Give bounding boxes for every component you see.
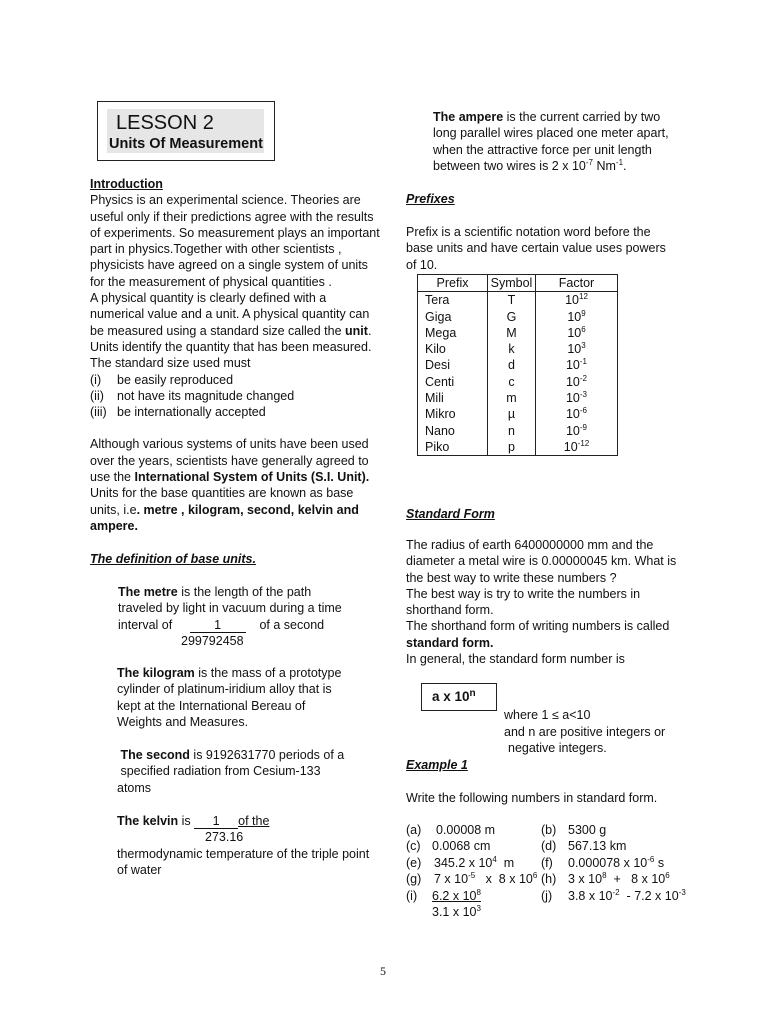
requirement-number: (i) <box>90 372 102 387</box>
formula-condition-2: and n are positive integers or <box>504 725 666 739</box>
factor-cell: $10^{-9}$ <box>565 422 588 438</box>
column-header-symbol: Symbol <box>488 275 536 292</box>
exercise-i-numerator: 6.2 x $10^8$ <box>432 888 481 903</box>
column-header-prefix: Prefix <box>418 275 488 292</box>
formula-condition-3: negative integers. <box>508 741 607 755</box>
table-row <box>418 439 618 456</box>
intro-paragraph-2 <box>90 290 380 339</box>
kelvin-is: is <box>178 814 195 828</box>
symbol-cell: µ <box>488 406 536 422</box>
table-header-row <box>418 275 618 292</box>
lesson-box-inner <box>107 109 264 153</box>
requirement-text: be internationally accepted <box>117 405 266 420</box>
kelvin-term: The kelvin <box>117 814 179 828</box>
exercise-f-text: 0.000078 x $10^{-6}$ s <box>568 855 665 870</box>
metre-denominator: 299792458 <box>181 634 244 648</box>
lesson-title: LESSON 2 <box>116 112 214 134</box>
introduction-section <box>90 176 380 534</box>
exercise-c: (c) <box>406 839 421 853</box>
base-units-text: Units for the base quantities are known as base units, i.e <box>90 486 354 517</box>
ampere-text: is the current carried by two long parallel wires placed one meter apart, when the attractive force per unit length between two wires is 2 x 10 <box>433 110 669 173</box>
symbol-cell: n <box>488 423 536 439</box>
factor-cell: $10^{-1}$ <box>565 357 588 373</box>
metre-numerator: 1 <box>190 618 246 633</box>
lesson-box <box>97 101 275 161</box>
factor-cell: $10^9$ <box>567 308 586 324</box>
table-row <box>418 292 618 309</box>
kilogram-text: is the mass of a prototype cylinder of platinum-iridium alloy that is kept at the International Bereau of Weights and Measures. <box>117 666 342 729</box>
metre-line-2: traveled by light in vacuum during a time <box>118 601 342 616</box>
requirement-number: (ii) <box>90 388 104 403</box>
exercise-h-text: 3 x $10^8 + 8$ x $10^6$ <box>568 871 670 886</box>
intro-paragraph-3: Units identify the quantity that has been measured. <box>90 339 372 354</box>
exercise-e: (e) <box>406 856 422 870</box>
prefix-cell: Mega <box>418 325 488 341</box>
second-term: The second <box>120 748 190 762</box>
symbol-cell: d <box>488 357 536 373</box>
intro-paragraph-4: The standard size used must <box>90 356 251 371</box>
table-row <box>418 390 618 406</box>
prefix-cell: Mikro <box>418 406 488 422</box>
intro-paragraph-1: Physics is an experimental science. Theories are useful only if their predictions agree with the results of experiments. So measurement plays an important part in physics.Together with other scientists , physicists have agreed on a single system of units for the measurement of physical quantities . <box>90 193 380 289</box>
lesson-subtitle: Units Of Measurement <box>109 136 263 152</box>
kelvin-line-2: thermodynamic temperature of the triple point of water <box>117 846 370 877</box>
factor-cell: $10^{-2}$ <box>565 373 588 389</box>
factor-cell: $10^{-12}$ <box>563 438 590 454</box>
second-line-3: atoms <box>117 780 152 795</box>
requirement-item <box>90 388 380 404</box>
example-heading: Example 1 <box>406 758 468 772</box>
formula-box <box>421 683 497 711</box>
factor-cell: $10^{12}$ <box>565 292 588 308</box>
formula-text: a x 10$^n$ <box>432 688 476 704</box>
metre-text: is the length of the path <box>177 585 312 599</box>
kelvin-numerator: 1 <box>194 814 238 829</box>
exercise-d-text: 567.13 km <box>568 839 627 853</box>
si-intro-text: Although various systems of units have been used over the years, scientists have generally agreed to use the <box>90 437 369 485</box>
second-definition <box>117 747 377 796</box>
exercise-b: (b) <box>541 823 557 837</box>
metre-definition <box>118 584 368 633</box>
prefix-cell: Centi <box>418 374 488 390</box>
ampere-exp-1: -7 <box>585 157 593 167</box>
requirement-item <box>90 372 380 388</box>
exercise-j: (j) <box>541 889 553 903</box>
metre-term: The metre <box>118 585 178 599</box>
prefixes-heading: Prefixes <box>406 192 455 206</box>
exercise-e-text: 345.2 x $10^4$ m <box>434 855 515 870</box>
column-header-factor: Factor <box>536 275 618 292</box>
formula-condition-1: where 1 ≤ a<10 <box>504 708 591 722</box>
requirement-number: (iii) <box>90 405 107 420</box>
symbol-cell: G <box>488 309 536 325</box>
intro-p2-text: A physical quantity is clearly defined with a numerical value and a unit. A physical quantity can be measured using a standard size called the <box>90 291 370 338</box>
standard-form-section <box>406 537 678 667</box>
exercise-j-text: 3.8 x $10^{-2} - 7.2$ x $10^{-3}$ <box>568 888 686 903</box>
factor-cell: $10^{-6}$ <box>565 406 588 422</box>
prefix-cell: Piko <box>418 439 488 456</box>
prefix-cell: Mili <box>418 390 488 406</box>
exercise-i: (i) <box>406 889 418 903</box>
kelvin-after: of the <box>238 814 270 828</box>
prefixes-text: Prefix is a scientific notation word before the base units and have certain value uses powers of 10. <box>406 225 666 272</box>
prefix-table <box>417 274 618 456</box>
ampere-exp-2: -1 <box>615 157 624 167</box>
kilogram-definition <box>117 665 345 730</box>
prefix-cell: Desi <box>418 357 488 373</box>
intro-p2-end: . <box>367 323 372 338</box>
intro-paragraph-5 <box>90 436 380 534</box>
exercise-c-text: 0.0068 cm <box>432 839 491 853</box>
page-number: 5 <box>380 964 386 978</box>
standard-form-term: standard form. <box>406 635 494 650</box>
requirement-text: not have its magnitude changed <box>117 388 295 403</box>
table-row <box>418 309 618 325</box>
standard-form-paragraph-2: The best way is try to write the numbers in shorthand form. <box>406 586 641 618</box>
example-instruction: Write the following numbers in standard form. <box>406 791 658 805</box>
symbol-cell: m <box>488 390 536 406</box>
ampere-definition <box>433 109 678 174</box>
kelvin-definition <box>117 813 379 878</box>
symbol-cell: c <box>488 374 536 390</box>
table-row <box>418 325 618 341</box>
table-row <box>418 341 618 357</box>
factor-cell: $10^6$ <box>567 324 586 340</box>
exercise-g-text: 7 x $10^{-5}$ x 8 x $10^6$ <box>434 871 538 886</box>
table-row <box>418 406 618 422</box>
second-text: is 9192631770 periods of a <box>189 748 345 762</box>
ampere-unit: Nm <box>592 158 616 173</box>
introduction-heading: Introduction <box>90 177 163 191</box>
exercise-d: (d) <box>541 839 557 853</box>
prefix-cell: Kilo <box>418 341 488 357</box>
standard-form-paragraph-4: In general, the standard form number is <box>406 652 625 667</box>
standard-form-paragraph-1: The radius of earth 6400000000 mm and the diameter a metal wire is 0.00000045 km. What is the best way to write these numbers ? <box>406 538 677 585</box>
factor-cell: $10^{-3}$ <box>565 390 588 406</box>
table-row <box>418 374 618 390</box>
si-units-term: International System of Units (S.I. Unit). <box>134 470 370 485</box>
exercise-f: (f) <box>541 856 553 870</box>
requirement-item <box>90 404 380 420</box>
ampere-term: The ampere <box>433 110 504 124</box>
base-units-list: . metre , kilogram, second, kelvin and ampere. <box>90 502 359 533</box>
exercise-h: (h) <box>541 872 557 886</box>
prefix-cell: Tera <box>418 292 488 309</box>
table-row <box>418 423 618 439</box>
requirement-text: be easily reproduced <box>117 372 234 387</box>
unit-term: unit <box>345 323 368 338</box>
metre-line-3: interval of <box>118 617 173 632</box>
second-line-2: specified radiation from Cesium-133 <box>120 764 321 779</box>
kilogram-term: The kilogram <box>117 666 195 680</box>
symbol-cell: k <box>488 341 536 357</box>
definitions-heading: The definition of base units. <box>90 552 256 566</box>
exercise-i-denominator: 3.1 x $10^3$ <box>432 904 481 919</box>
standard-form-heading: Standard Form <box>406 507 495 521</box>
symbol-cell: T <box>488 292 536 309</box>
symbol-cell: p <box>488 439 536 456</box>
prefix-cell: Giga <box>418 309 488 325</box>
exercise-g: (g) <box>406 872 422 886</box>
metre-after: of a second <box>259 617 325 632</box>
symbol-cell: M <box>488 325 536 341</box>
ampere-end: . <box>623 158 627 173</box>
standard-form-paragraph-3: The shorthand form of writing numbers is called <box>406 619 670 634</box>
exercise-a: (a) <box>406 823 422 837</box>
kelvin-denominator: 273.16 <box>205 830 244 845</box>
factor-cell: $10^3$ <box>567 341 586 357</box>
exercise-b-text: 5300 g <box>568 823 607 837</box>
prefix-cell: Nano <box>418 423 488 439</box>
exercise-a-text: 0.00008 m <box>436 823 496 837</box>
table-row <box>418 357 618 373</box>
